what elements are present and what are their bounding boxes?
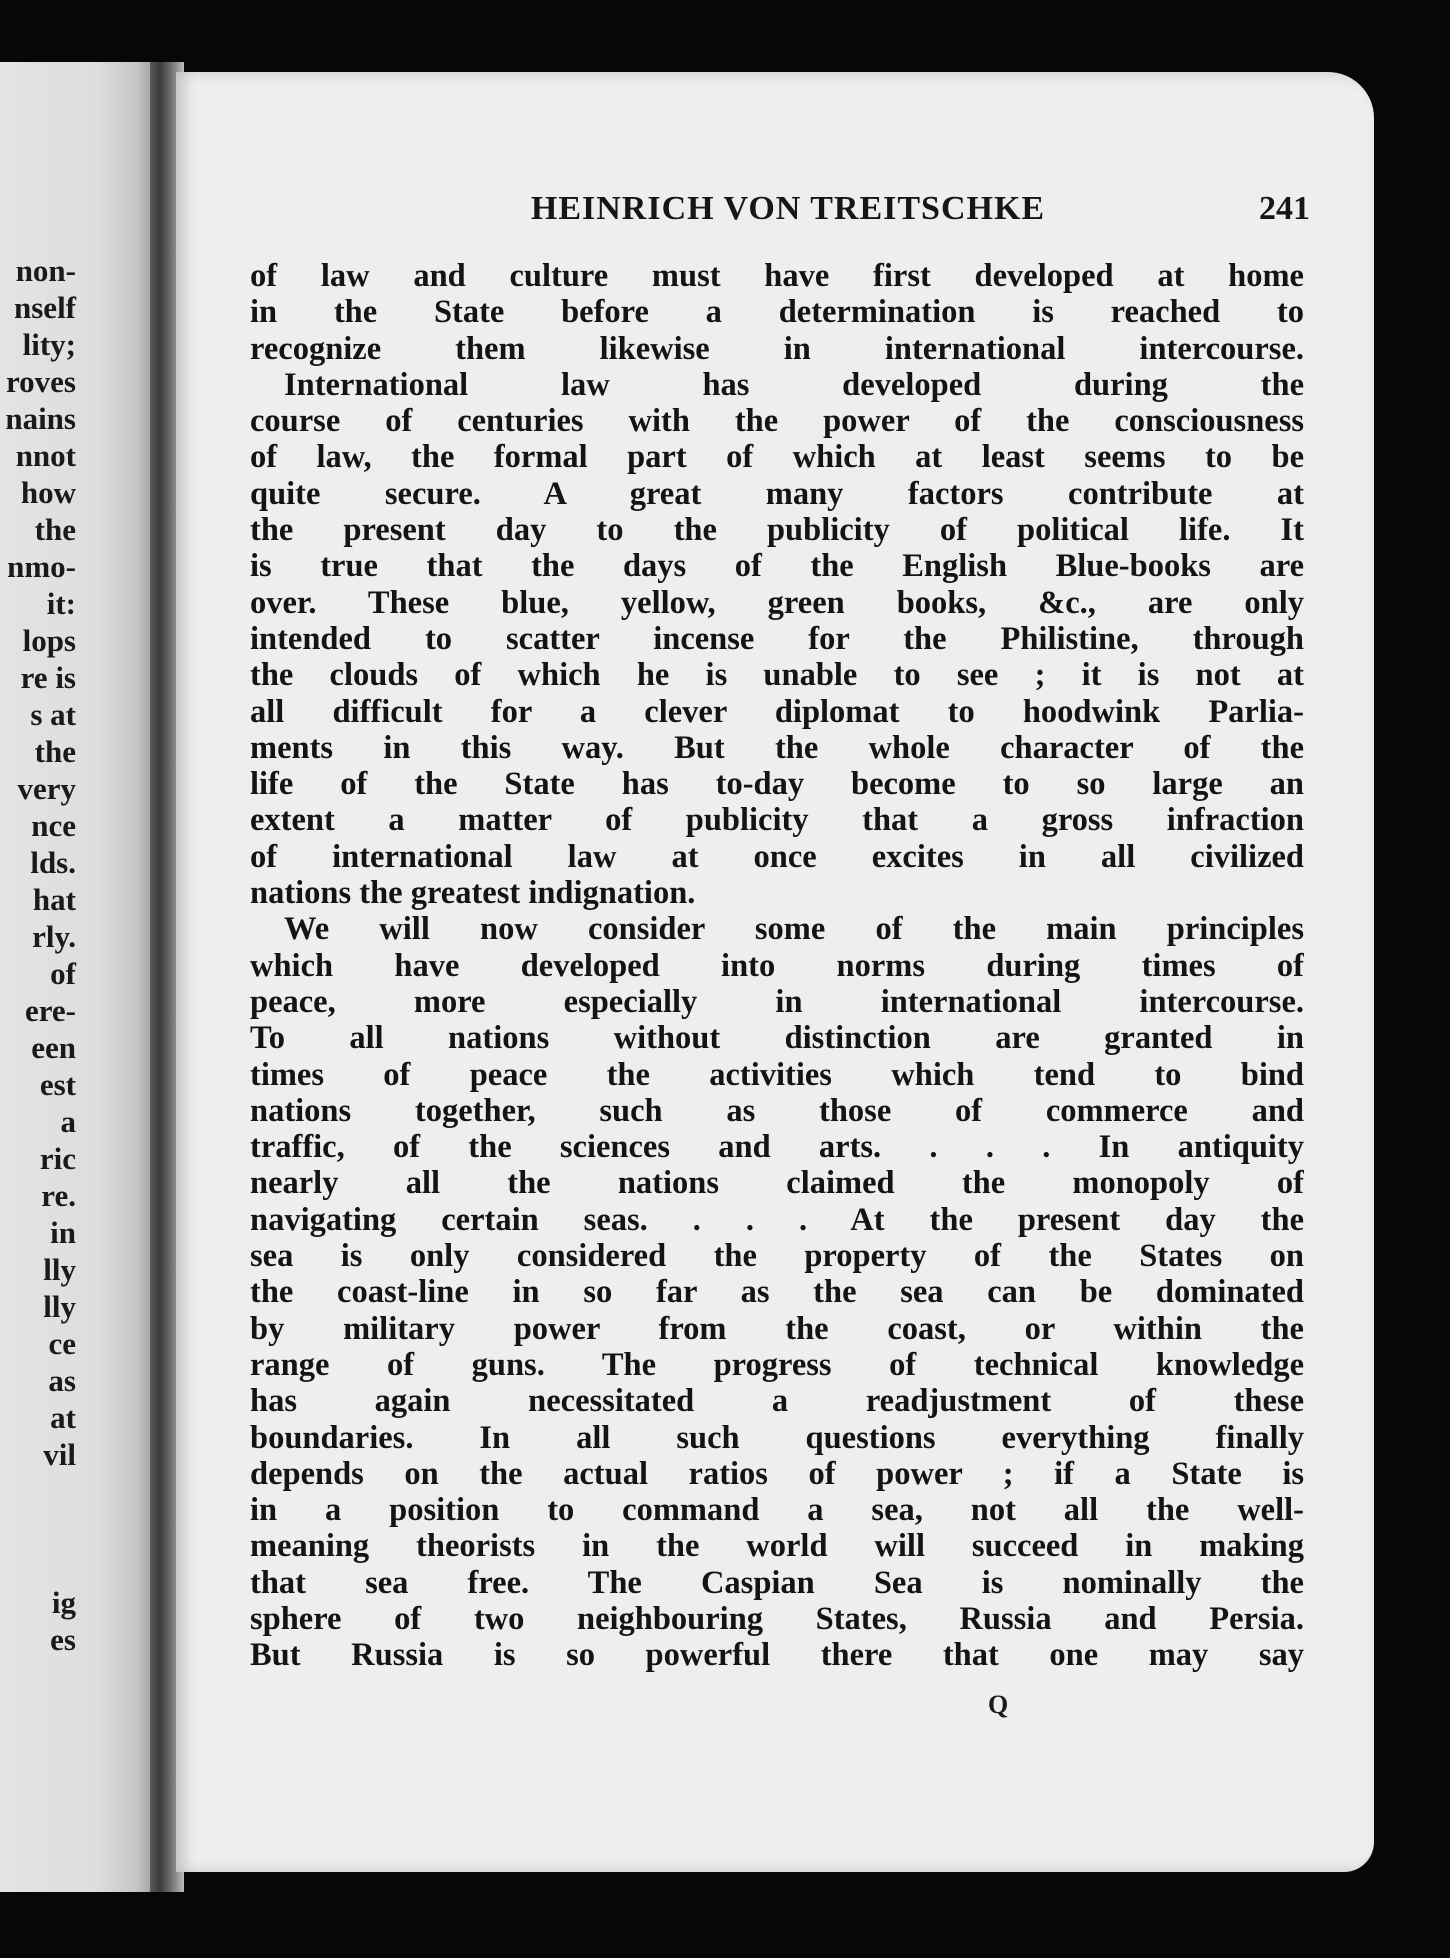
left-page-line: nself — [14, 290, 76, 325]
running-head — [246, 190, 1310, 238]
left-page-line: lops — [22, 623, 76, 658]
left-page-line: it: — [46, 586, 76, 621]
text-line: over. These blue, yellow, green books, &c., are only — [250, 584, 1304, 621]
text-line: depends on the actual ratios of power ; if a State is — [250, 1455, 1304, 1492]
left-page-line: re is — [20, 660, 76, 695]
right-page — [176, 72, 1374, 1872]
left-page-line: est — [39, 1067, 76, 1102]
left-facing-page — [0, 62, 162, 1892]
text-line: nations together, such as those of commerce and — [250, 1092, 1304, 1129]
left-page-line: ere- — [24, 993, 76, 1028]
text-line: of law, the formal part of which at least seems to be — [250, 439, 1304, 476]
text-line: intended to scatter incense for the Philistine, through — [250, 620, 1304, 657]
text-line: course of centuries with the power of the consciousness — [250, 403, 1304, 440]
text-line: ments in this way. But the whole character of the — [250, 729, 1304, 766]
text-line: sphere of two neighbouring States, Russia and Persia. — [250, 1600, 1304, 1637]
body-text — [250, 258, 1304, 1674]
text-line: times of peace the activities which tend to bind — [250, 1056, 1304, 1093]
left-page-line: hat — [32, 882, 76, 917]
left-page-line — [0, 1510, 76, 1547]
text-line: the clouds of which he is unable to see ; it is not at — [250, 657, 1304, 694]
left-page-line: s at — [30, 697, 76, 732]
left-page-line: lly — [43, 1252, 76, 1287]
text-line: But Russia is so powerful there that one may say — [250, 1637, 1304, 1674]
text-line: in the State before a determination is reached to — [250, 294, 1304, 331]
left-page-line: nnot — [15, 438, 76, 473]
left-page-line: es — [50, 1622, 76, 1657]
text-line: of law and culture must have first developed at home — [250, 258, 1304, 294]
left-page-line: in — [50, 1215, 76, 1250]
running-title: HEINRICH VON TREITSCHKE — [530, 190, 1046, 227]
left-page-line: the — [34, 734, 76, 769]
left-page-line: nce — [31, 808, 76, 843]
text-line: has again necessitated a readjustment of these — [250, 1383, 1304, 1420]
left-page-line: how — [20, 475, 76, 510]
text-line: boundaries. In all such questions everything finally — [250, 1419, 1304, 1456]
signature-mark: Q — [988, 1690, 1009, 1719]
left-page-line: re. — [41, 1178, 76, 1213]
text-line: life of the State has to-day become to so large an — [250, 766, 1304, 803]
text-line: recognize them likewise in international intercourse. — [250, 330, 1304, 367]
left-page-line: ric — [39, 1141, 76, 1176]
text-line: peace, more especially in international intercourse. — [250, 983, 1304, 1020]
left-page-line: of — [50, 956, 76, 991]
text-line: meaning theorists in the world will succeed in making — [250, 1528, 1304, 1565]
text-line: To all nations without distinction are granted in — [250, 1020, 1304, 1057]
left-page-line: lly — [43, 1289, 76, 1324]
text-line: the coast-line in so far as the sea can be dominated — [250, 1274, 1304, 1311]
left-page-line: ce — [48, 1326, 76, 1361]
left-page-line: non- — [15, 253, 76, 288]
left-page-line: the — [34, 512, 76, 547]
text-line: nations the greatest indignation. — [250, 875, 696, 912]
text-line: by military power from the coast, or within the — [250, 1310, 1304, 1347]
text-line: navigating certain seas. . . . At the present day the — [250, 1201, 1304, 1238]
text-line: the present day to the publicity of political life. It — [250, 512, 1304, 549]
left-page-line: ig — [51, 1585, 76, 1620]
text-line: sea is only considered the property of the States on — [250, 1238, 1304, 1275]
left-page-line: nmo- — [7, 549, 76, 584]
text-line: quite secure. A great many factors contribute at — [250, 475, 1304, 512]
text-line: nearly all the nations claimed the monopoly of — [250, 1165, 1304, 1202]
text-line: of international law at once excites in all civilized — [250, 838, 1304, 875]
left-page-line: roves — [5, 364, 76, 399]
left-page-line: rly. — [32, 919, 76, 954]
text-line: that sea free. The Caspian Sea is nominally the — [250, 1564, 1304, 1601]
left-page-line — [0, 1547, 76, 1584]
page-number: 241 — [1259, 190, 1310, 227]
left-page-line: a — [60, 1104, 76, 1139]
text-line: which have developed into norms during times of — [250, 947, 1304, 984]
left-page-line: lds. — [30, 845, 76, 880]
text-line: International law has developed during the — [284, 366, 1304, 403]
text-line: in a position to command a sea, not all the well- — [250, 1492, 1304, 1529]
left-page-text — [0, 252, 76, 1658]
left-page-line — [0, 1473, 76, 1510]
left-page-line: vil — [43, 1437, 76, 1472]
left-page-line: at — [50, 1400, 76, 1435]
text-line: is true that the days of the English Blue-books are — [250, 548, 1304, 585]
left-page-line: lity; — [22, 327, 76, 362]
text-line: extent a matter of publicity that a gross infraction — [250, 802, 1304, 839]
left-page-line: nains — [5, 401, 76, 436]
text-line: traffic, of the sciences and arts. . . . In antiquity — [250, 1129, 1304, 1166]
text-line: We will now consider some of the main principles — [284, 911, 1304, 948]
text-line: all difficult for a clever diplomat to hoodwink Parlia- — [250, 693, 1304, 730]
left-page-line: as — [48, 1363, 76, 1398]
left-page-line: een — [31, 1030, 76, 1065]
left-page-line: very — [17, 771, 76, 806]
text-line: range of guns. The progress of technical knowledge — [250, 1346, 1304, 1383]
